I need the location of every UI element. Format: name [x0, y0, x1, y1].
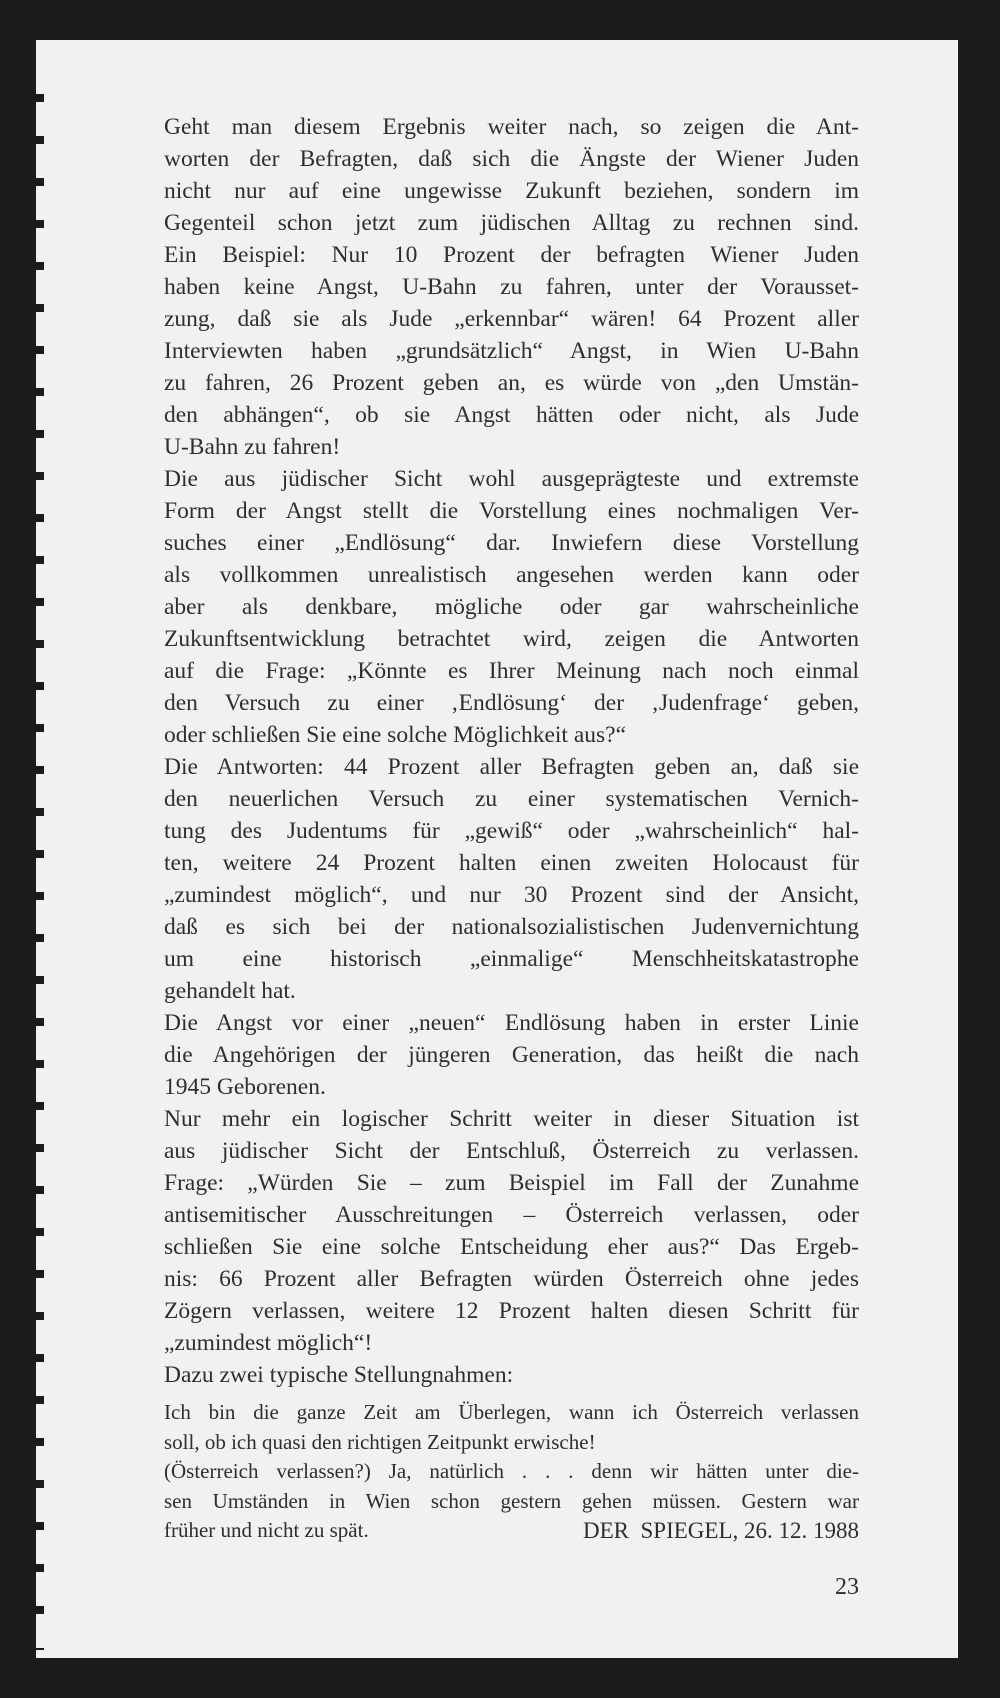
text-line: Die aus jüdischer Sicht wohl ausgeprägteste und extremste — [164, 466, 859, 492]
quote-block — [164, 1398, 859, 1546]
text-line: Die Antworten: 44 Prozent aller Befragten geben an, daß sie — [164, 754, 859, 780]
text-line: auf die Frage: „Könnte es Ihrer Meinung nach noch einmal — [164, 658, 859, 684]
text-line: Interviewten haben „grundsätzlich“ Angst, in Wien U-Bahn — [164, 338, 859, 364]
text-line: um eine historisch „einmalige“ Menschheitskatastrophe — [164, 946, 859, 972]
quote-line: Ich bin die ganze Zeit am Überlegen, wann ich Österreich verlassen — [164, 1400, 859, 1424]
text-line: antisemitischer Ausschreitungen – Österreich verlassen, oder — [164, 1202, 859, 1228]
text-line: Zögern verlassen, weitere 12 Prozent halten diesen Schritt für — [164, 1298, 859, 1324]
text-line: Dazu zwei typische Stellungnahmen: — [164, 1362, 514, 1388]
text-line: daß es sich bei der nationalsozialistischen Judenvernichtung — [164, 914, 859, 940]
text-line: gehandelt hat. — [164, 978, 296, 1004]
text-line: tung des Judentums für „gewiß“ oder „wahrscheinlich“ hal- — [164, 818, 859, 844]
text-line: suches einer „Endlösung“ dar. Inwiefern diese Vorstellung — [164, 530, 859, 556]
text-line: Geht man diesem Ergebnis weiter nach, so zeigen die Ant- — [164, 114, 859, 140]
text-line: als vollkommen unrealistisch angesehen werden kann oder — [164, 562, 859, 588]
quote-line: sen Umständen in Wien schon gestern gehen müssen. Gestern war — [164, 1488, 859, 1513]
text-line: die Angehörigen der jüngeren Generation, das heißt die nach — [164, 1042, 859, 1068]
text-line: haben keine Angst, U-Bahn zu fahren, unter der Vorausset- — [164, 274, 859, 300]
text-line: „zumindest möglich“, und nur 30 Prozent sind der Ansicht, — [164, 882, 859, 908]
text-line: schließen Sie eine solche Entscheidung eher aus?“ Das Ergeb- — [164, 1234, 859, 1260]
source-citation: DER SPIEGEL, 26. 12. 1988 — [583, 1518, 859, 1543]
text-line: nicht nur auf eine ungewisse Zukunft beziehen, sondern im — [164, 178, 859, 204]
text-line: Die Angst vor einer „neuen“ Endlösung haben in erster Linie — [164, 1010, 859, 1036]
body-text — [164, 111, 859, 1391]
text-line: zung, daß sie als Jude „erkennbar“ wären! 64 Prozent aller — [164, 306, 859, 332]
text-line: Form der Angst stellt die Vorstellung eines nochmaligen Ver- — [164, 498, 859, 524]
page-number: 23 — [835, 1574, 859, 1600]
text-line: ten, weitere 24 Prozent halten einen zweiten Holocaust für — [164, 850, 859, 876]
quote-line: (Österreich verlassen?) Ja, natürlich . . . denn wir hätten unter die- — [164, 1459, 859, 1483]
text-line: zu fahren, 26 Prozent geben an, es würde von „den Umstän- — [164, 370, 859, 396]
text-line: „zumindest möglich“! — [164, 1330, 373, 1356]
quote-last-text: früher und nicht zu spät. — [164, 1518, 369, 1542]
text-line: aus jüdischer Sicht der Entschluß, Österreich zu verlassen. — [164, 1138, 859, 1164]
text-line: 1945 Geborenen. — [164, 1074, 326, 1100]
quote-line — [164, 1516, 859, 1546]
text-line: worten der Befragten, daß sich die Ängste der Wiener Juden — [164, 146, 859, 172]
quote-line: soll, ob ich quasi den richtigen Zeitpunkt erwische! — [164, 1429, 596, 1454]
text-line: Gegenteil schon jetzt zum jüdischen Alltag zu rechnen sind. — [164, 210, 859, 236]
text-line: aber als denkbare, mögliche oder gar wahrscheinliche — [164, 594, 859, 620]
text-line: den Versuch zu einer ‚Endlösung‘ der ‚Judenfrage‘ geben, — [164, 690, 859, 716]
text-line: Ein Beispiel: Nur 10 Prozent der befragten Wiener Juden — [164, 242, 859, 268]
text-line: den neuerlichen Versuch zu einer systematischen Vernich- — [164, 786, 859, 812]
text-line: U-Bahn zu fahren! — [164, 434, 341, 460]
binder-holes — [36, 60, 44, 1650]
text-line: oder schließen Sie eine solche Möglichkeit aus?“ — [164, 722, 627, 748]
text-line: den abhängen“, ob sie Angst hätten oder nicht, als Jude — [164, 402, 859, 428]
text-line: nis: 66 Prozent aller Befragten würden Österreich ohne jedes — [164, 1266, 859, 1292]
text-line: Frage: „Würden Sie – zum Beispiel im Fall der Zunahme — [164, 1170, 859, 1196]
text-line: Nur mehr ein logischer Schritt weiter in dieser Situation ist — [164, 1106, 859, 1132]
text-line: Zukunftsentwicklung betrachtet wird, zeigen die Antworten — [164, 626, 859, 652]
